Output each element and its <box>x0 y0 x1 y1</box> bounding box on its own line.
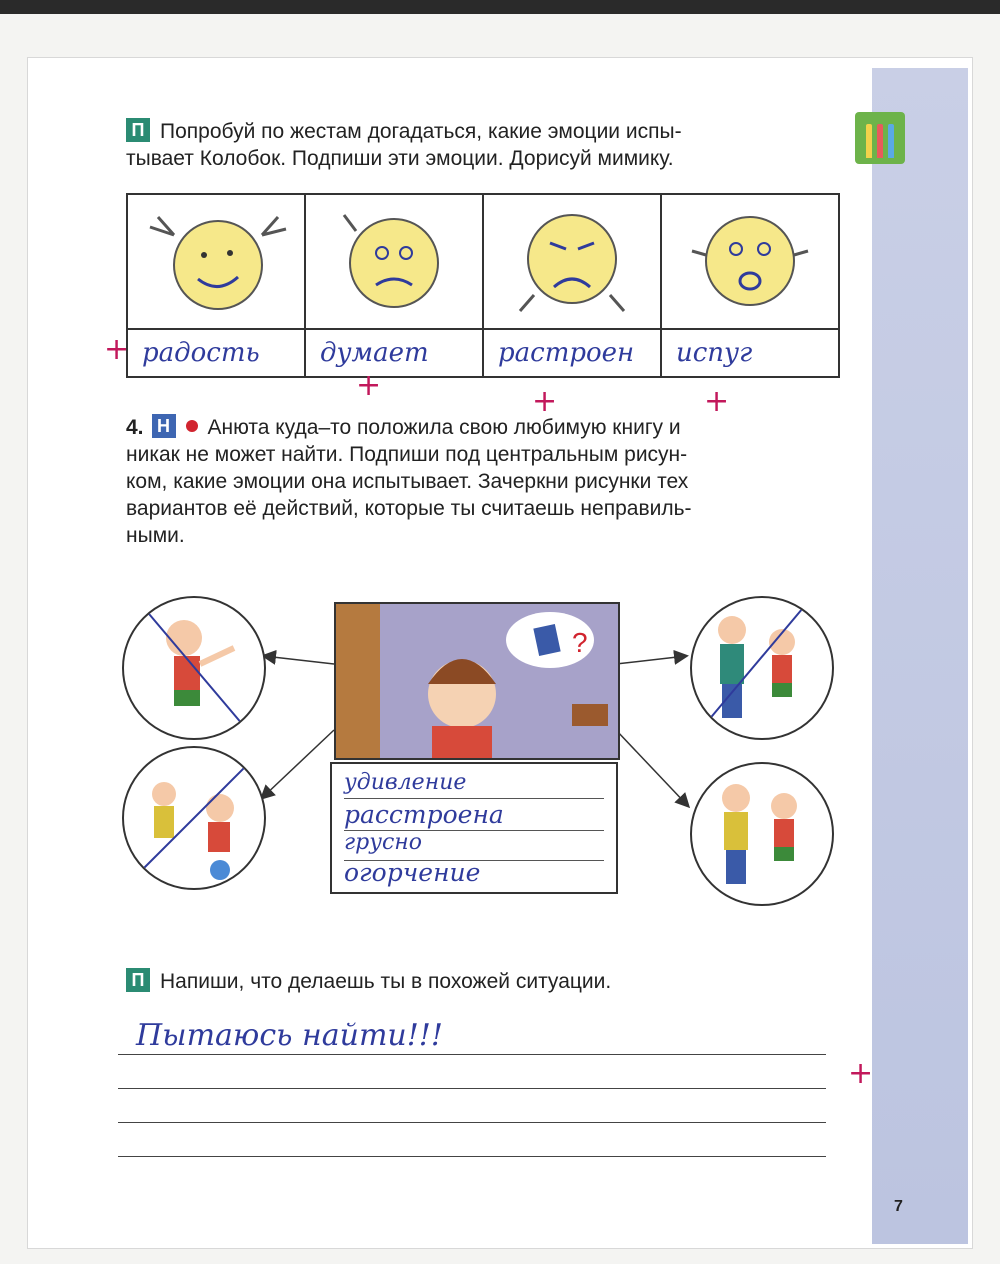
answer-joy: радость <box>142 338 260 368</box>
task4-line4: вариантов её действий, которые ты считаешь неправиль- <box>126 497 692 520</box>
final-check-mark: + <box>848 1056 874 1091</box>
final-task-badge: П <box>126 968 150 992</box>
answer-surprise: удивление <box>344 770 467 795</box>
answer-upset: расстроена <box>344 800 504 829</box>
answer-thinking: думает <box>320 338 429 368</box>
check-mark-1: + <box>104 332 130 367</box>
task4-line2: никак не может найти. Подпиши под центральным рисун- <box>126 443 688 466</box>
option-crying-circle <box>122 596 266 740</box>
check-mark-4: + <box>704 384 730 419</box>
task4-badge: Н <box>152 414 176 438</box>
answer-line-1 <box>118 1054 826 1055</box>
task4-line5: ными. <box>126 524 185 547</box>
write-line-1 <box>344 798 604 799</box>
answer-sad: грусно <box>344 830 423 855</box>
task4-line1: Анюта куда–то положила свою любимую книгу и <box>207 416 681 439</box>
page-number: 7 <box>894 1198 903 1215</box>
final-task-instructions <box>126 968 826 995</box>
task1-line2: тывает Колобок. Подпиши эти эмоции. Дорисуй мимику. <box>126 147 674 170</box>
final-task-text: Напиши, что делаешь ты в похожей ситуации. <box>160 970 612 993</box>
answer-grief: огорчение <box>344 858 481 887</box>
answer-line-4 <box>118 1156 826 1157</box>
option-mess-circle <box>122 746 266 890</box>
answer-line-3 <box>118 1122 826 1123</box>
friends-walking-icon <box>692 764 832 904</box>
check-mark-3: + <box>532 384 558 419</box>
task4-number: 4. <box>126 416 144 439</box>
final-task-answer: Пытаюсь найти!!! <box>136 1018 443 1053</box>
answer-fear: испуг <box>676 338 753 368</box>
answer-sad: растроен <box>498 338 635 368</box>
svg-text:?: ? <box>572 627 588 658</box>
task1-line1: Попробуй по жестам догадаться, какие эмоции испы- <box>160 120 682 143</box>
anyuta-thinking-illustration <box>336 604 618 758</box>
crying-girl-icon <box>124 598 264 738</box>
fight-kids-icon <box>692 598 832 738</box>
answer-line-2 <box>118 1088 826 1089</box>
emotions-answer-box <box>330 762 618 894</box>
check-mark-2: + <box>356 368 382 403</box>
option-fight-circle <box>690 596 834 740</box>
option-friends-circle <box>690 762 834 906</box>
anyuta-picture <box>334 602 620 760</box>
mess-girl-icon <box>124 748 264 888</box>
task1-badge: П <box>126 118 150 142</box>
task4-line3: ком, какие эмоции она испытывает. Зачеркни рисунки тех <box>126 470 689 493</box>
